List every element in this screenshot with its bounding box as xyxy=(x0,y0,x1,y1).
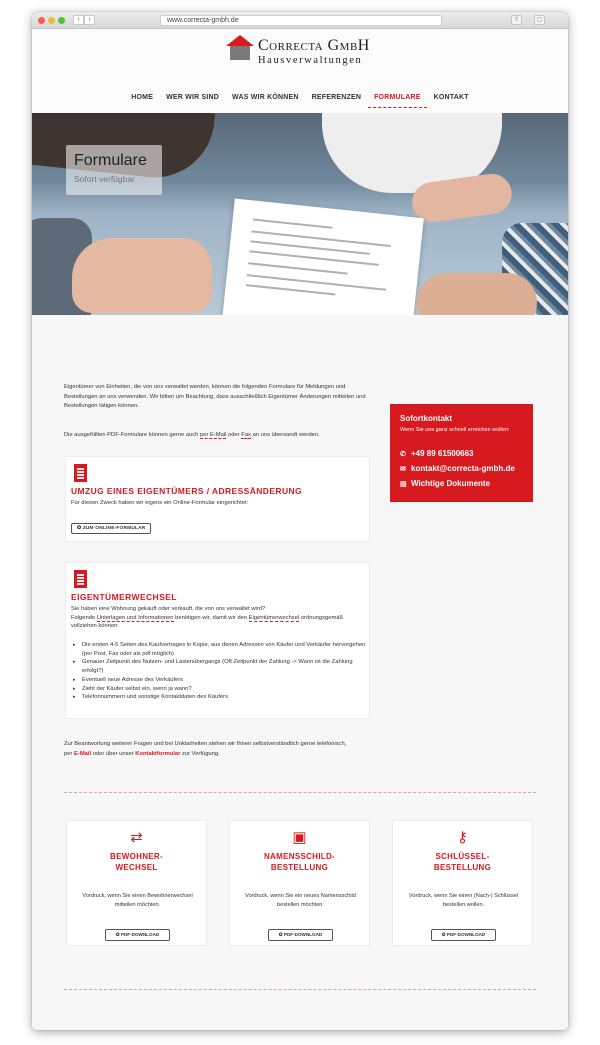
umzug-text: Für diesen Zweck haben wir eigens ein Online-Formular eingerichtet: xyxy=(71,500,249,506)
download-text: Vordruck, wenn Sie einen Bewohnerwechsel mitteilen möchten. xyxy=(82,893,193,908)
hero-title-box xyxy=(66,145,162,195)
requirements-list xyxy=(71,641,367,702)
share-icon[interactable]: ⇧ xyxy=(511,15,522,25)
outro-line2 xyxy=(64,750,374,760)
sofortkontakt-box xyxy=(390,404,533,502)
browser-titlebar xyxy=(32,12,568,29)
eigentuemerwechsel-line3: vollziehen können: xyxy=(71,623,120,630)
download-text: Vordruck, wenn Sie einen (Nach-) Schlüssel bestellen wollen. xyxy=(408,893,519,908)
email-contact-link[interactable] xyxy=(400,464,523,473)
phone-number: +49 89 61500663 xyxy=(411,449,474,458)
browser-window xyxy=(32,12,568,1030)
document-icon: ▤ xyxy=(400,480,407,488)
hero-photo-document xyxy=(220,198,424,315)
web-page xyxy=(32,29,568,1030)
list-item: ▸ Telefonnummern und sonstige Kontaktdaten des Käufers xyxy=(71,693,367,702)
intro-paragraph-2 xyxy=(64,431,384,440)
logo-subtitle: Hausverwaltungen xyxy=(258,55,363,66)
nav-home[interactable]: HOME xyxy=(131,94,154,101)
tabs-icon[interactable]: ▢ xyxy=(534,15,545,25)
line-text: Folgende xyxy=(71,614,96,621)
logo-house-icon xyxy=(230,46,250,60)
download-title: NAMENSSCHILD- BESTELLUNG xyxy=(263,852,335,872)
outro-text: oder über unser xyxy=(92,750,134,757)
download-card-bewohnerwechsel xyxy=(66,820,207,946)
list-item: ▸ Eventuell neue Adresse des Verkäufers xyxy=(71,676,367,685)
nav-referenzen[interactable]: REFERENZEN xyxy=(311,94,362,101)
key-icon: ⚷ xyxy=(457,829,468,846)
main-nav xyxy=(32,91,568,108)
sofortkontakt-subtitle: Wenn Sie uns ganz schnell erreichen wollen: xyxy=(400,427,510,433)
swap-arrows-icon: ⇄ xyxy=(130,829,143,846)
eigentuemerwechsel-text xyxy=(71,605,367,631)
nav-was-wir-koennen[interactable]: WAS WIR KÖNNEN xyxy=(232,94,299,101)
documents-link[interactable] xyxy=(400,479,523,488)
outro-text: per xyxy=(64,750,73,757)
phone-link[interactable] xyxy=(400,449,523,458)
nav-wer-wir-sind[interactable]: WER WIR SIND xyxy=(166,94,220,101)
nav-kontakt[interactable]: KONTAKT xyxy=(433,94,469,101)
back-arrow-icon[interactable]: ‹ xyxy=(73,15,84,25)
outro-paragraph xyxy=(64,740,374,759)
forward-arrow-icon[interactable]: › xyxy=(84,15,95,25)
close-window-button[interactable] xyxy=(38,17,45,24)
hero-banner xyxy=(32,113,568,315)
fax-link[interactable]: Fax xyxy=(241,432,251,438)
online-form-button[interactable]: ✪ ZUM ONLINE-FORMULAR xyxy=(71,523,151,534)
contact-form-link[interactable]: Kontaktformular xyxy=(135,750,181,757)
download-card-schluessel xyxy=(392,820,533,946)
building-icon xyxy=(74,570,87,588)
documents-label: Wichtige Dokumente xyxy=(411,479,491,488)
eigentuemerwechsel-link[interactable]: Eigentümerwechsel xyxy=(248,614,300,621)
envelope-icon: ✉ xyxy=(400,465,406,473)
pdf-download-button[interactable]: ✪ PDF-DOWNLOAD xyxy=(105,929,170,941)
unterlagen-link[interactable]: Unterlagen und Informationen xyxy=(96,614,174,621)
id-card-icon: ▣ xyxy=(292,829,307,846)
pdf-download-button[interactable]: ✪ PDF-DOWNLOAD xyxy=(431,929,496,941)
list-item: ▸ Die ersten 4-5 Seiten des Kaufvertrages in Kopie, aus denen Adressen von Käufer und Verkäufer hervorgehen (per Post, Fax oder als pdf möglich) xyxy=(71,641,367,658)
email-address: kontakt@correcta-gmbh.de xyxy=(411,464,515,473)
download-card-namensschild xyxy=(229,820,370,946)
intro-text: Die ausgefüllten PDF-Formulare können gerne auch xyxy=(64,432,199,438)
minimize-window-button[interactable] xyxy=(48,17,55,24)
logo-roof-icon xyxy=(226,35,254,46)
email-link[interactable]: per E-Mail xyxy=(200,432,227,438)
address-bar[interactable]: www.correcta-gmbh.de xyxy=(160,15,442,26)
main-content xyxy=(32,315,568,1030)
phone-icon: ✆ xyxy=(400,450,406,458)
logo-name: Correcta GmbH xyxy=(258,37,370,54)
list-item: ▸ Zieht der Käufer selbst ein, wenn ja wann? xyxy=(71,685,367,694)
pdf-download-button[interactable]: ✪ PDF-DOWNLOAD xyxy=(268,929,333,941)
section-divider xyxy=(64,792,536,793)
line-text: ordnungsgemäß xyxy=(300,614,344,621)
eigentuemerwechsel-title: EIGENTÜMERWECHSEL xyxy=(71,592,177,602)
section-divider xyxy=(64,989,536,990)
building-icon xyxy=(74,464,87,482)
outro-email-link[interactable]: E-Mail xyxy=(74,750,92,757)
outro-text: zur Verfügung. xyxy=(182,750,220,757)
maximize-window-button[interactable] xyxy=(58,17,65,24)
intro-text: an uns übersandt werden. xyxy=(252,432,320,438)
nav-formulare[interactable]: FORMULARE xyxy=(368,91,428,108)
eigentuemerwechsel-line2 xyxy=(71,614,367,623)
page-title: Formulare xyxy=(74,152,147,169)
intro-paragraph: Eigentümer von Einheiten, die von uns verwaltet werden, können die folgenden Formulare für Meldungen und Bestellungen an uns verwenden. Wir bitten um Beachtung, dass ausschließlich Eigentümer Änderungen mitteilen und Bestellungen tätigen können. xyxy=(64,384,366,409)
sofortkontakt-title: Sofortkontakt xyxy=(400,414,452,423)
hero-photo-hand-right xyxy=(417,273,537,315)
outro-line1: Zur Beantwortung weiterer Fragen und bei Unklarheiten stehen wir Ihnen selbstverständlich gerne telefonisch, xyxy=(64,741,347,747)
hero-photo-hand-left xyxy=(72,238,212,313)
line-text: benötigen wir, damit wir den xyxy=(175,614,247,621)
intro-text: oder xyxy=(228,432,240,438)
umzug-title: UMZUG EINES EIGENTÜMERS / ADRESSÄNDERUNG xyxy=(71,486,303,496)
umzug-card xyxy=(65,456,370,542)
list-item: ▸ Genauer Zeitpunkt des Nutzen- und Lastenübergangs (Oft Zeitpunkt der Zahlung -> Wann ist die Zahlung erfolgt?) xyxy=(71,658,367,675)
eigentuemerwechsel-card xyxy=(65,562,370,719)
download-title: SCHLÜSSEL- BESTELLUNG xyxy=(433,852,492,872)
eigentuemerwechsel-line1: Sie haben eine Wohnung gekauft oder verkauft, die von uns verwaltet wird? xyxy=(71,606,266,612)
download-text: Vordruck, wenn Sie ein neues Namensschild bestellen möchten. xyxy=(245,893,356,908)
page-subtitle: Sofort verfügbar xyxy=(74,174,135,184)
download-title: BEWOHNER- WECHSEL xyxy=(110,852,163,872)
site-header xyxy=(32,29,568,113)
